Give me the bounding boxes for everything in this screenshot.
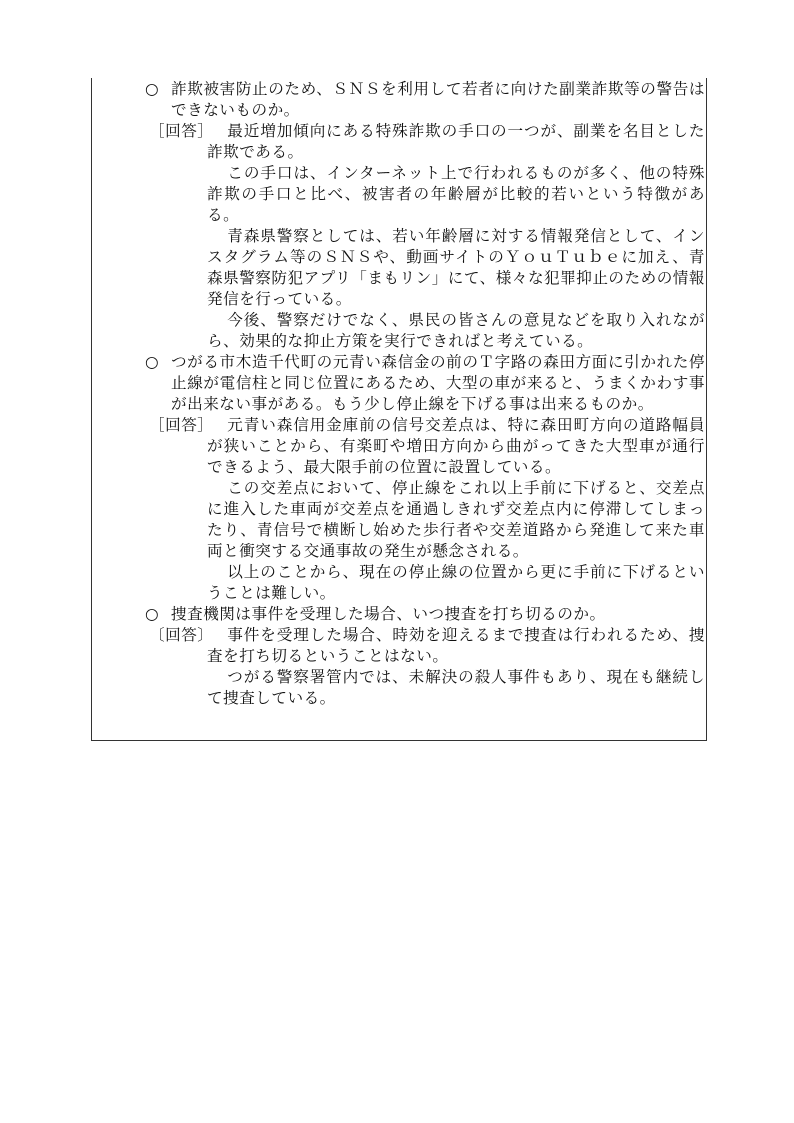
answer-block: [145, 415, 705, 604]
question-item: [145, 79, 705, 121]
answer-paragraph: 最近増加傾向にある特殊詐欺の手口の一つが、副業を名目とした詐欺である。: [207, 122, 705, 161]
question-bullet: ○: [145, 353, 160, 371]
answer-paragraphs: [207, 625, 705, 709]
qa-content: [145, 79, 705, 709]
answer-block: [145, 625, 705, 709]
question-item: [145, 352, 705, 415]
answer-label: ［回答］: [149, 416, 214, 434]
answer-paragraph: 元青い森信用金庫前の信号交差点は、特に森田町方向の道路幅員が狭いことから、有楽町や増田方向から曲がってきた大型車が通行できるよう、最大限手前の位置に設置している。: [207, 416, 705, 476]
question-item: [145, 604, 705, 625]
answer-paragraph: 以上のことから、現在の停止線の位置から更に手前に下げるということは難しい。: [207, 563, 705, 602]
answer-label: ［回答］: [149, 122, 214, 140]
question-bullet: ○: [145, 80, 160, 98]
answer-paragraph: 今後、警察だけでなく、県民の皆さんの意見などを取り入れながら、効果的な抑止方策を実行できればと考えている。: [207, 311, 705, 350]
question-text: 詐欺被害防止のため、ＳＮＳを利用して若者に向けた副業詐欺等の警告はできないものか。: [171, 80, 705, 119]
question-bullet: ○: [145, 605, 160, 623]
question-text: 捜査機関は事件を受理した場合、いつ捜査を打ち切るのか。: [171, 605, 606, 623]
answer-block: [145, 121, 705, 352]
answer-paragraphs: [207, 121, 705, 352]
answer-label: 〔回答〕: [149, 626, 214, 644]
answer-paragraph: この交差点において、停止線をこれ以上手前に下げると、交差点に進入した車両が交差点を通過しきれず交差点内に停滞してしまったり、青信号で横断し始めた歩行者や交差道路から発進して来た車両と衝突する交通事故の発生が懸念される。: [207, 479, 705, 560]
answer-paragraph: この手口は、インターネット上で行われるものが多く、他の特殊詐欺の手口と比べ、被害者の年齢層が比較的若いという特徴がある。: [207, 164, 705, 224]
answer-paragraph: 青森県警察としては、若い年齢層に対する情報発信として、インスタグラム等のＳＮＳや、動画サイトのＹｏｕＴｕｂｅに加え、青森県警察防犯アプリ「まもリン」にて、様々な犯罪抑止のための情報発信を行っている。: [207, 227, 705, 308]
question-text: つがる市木造千代町の元青い森信金の前のＴ字路の森田方面に引かれた停止線が電信柱と同じ位置にあるため、大型の車が来ると、うまくかわす事が出来ない事がある。もう少し停止線を下げる事は出来るものか。: [171, 353, 705, 413]
answer-paragraph: 事件を受理した場合、時効を迎えるまで捜査は行われるため、捜査を打ち切るということはない。: [207, 626, 705, 665]
answer-paragraphs: [207, 415, 705, 604]
answer-paragraph: つがる警察署管内では、未解決の殺人事件もあり、現在も継続して捜査している。: [207, 668, 705, 707]
